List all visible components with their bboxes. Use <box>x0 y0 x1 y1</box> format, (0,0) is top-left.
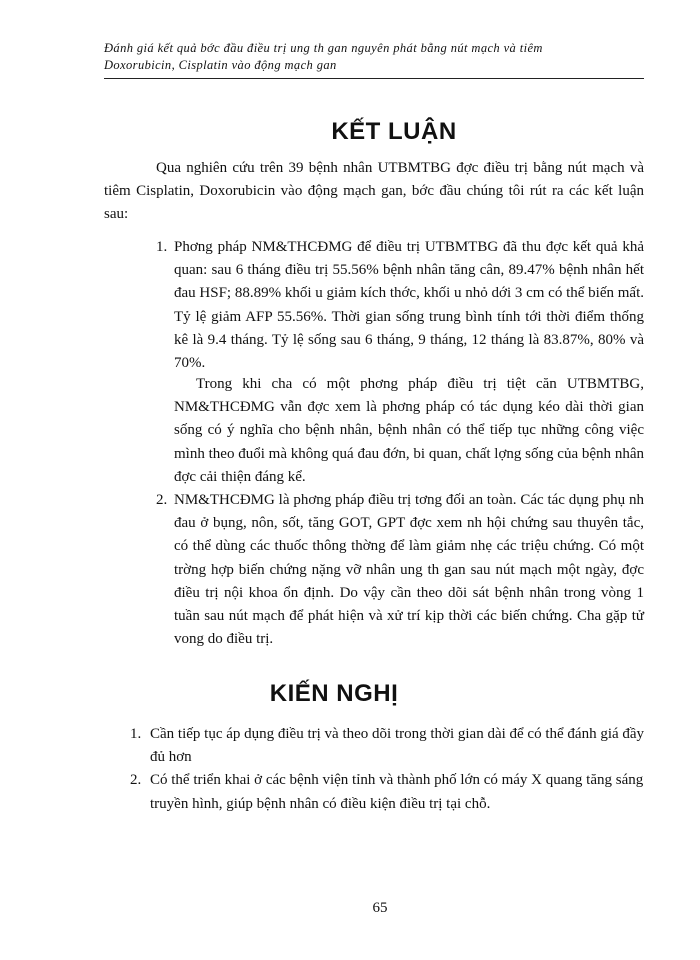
recommendation-item-2-number: 2. <box>130 772 142 789</box>
conclusion-item-1-extra-paragraph: Trong khi cha có một phơng pháp điều trị tiệt căn UTBMTBG, NM&THCĐMG vẫn đợc xem là phơng pháp có tác dụng kéo dài thời gian sống có ý nghĩa cho bệnh nhân, bệnh nhân có thể tiếp tục những công việc mình theo đuổi mà không quá đau đớn, bi quan, chất lợng sống của bệnh nhân đợc cải thiện đáng kể. <box>174 376 644 485</box>
header-divider <box>104 78 644 79</box>
page-number: 65 <box>372 900 388 916</box>
recommendation-item-2 <box>130 769 645 815</box>
conclusion-intro-paragraph: Qua nghiên cứu trên 39 bệnh nhân UTBMTBG đợc điều trị bằng nút mạch và tiêm Cisplatin, Doxorubicin vào động mạch gan, bớc đầu chúng tôi rút ra các kết luận sau: <box>104 160 644 223</box>
conclusion-item-1-number: 1. <box>156 239 168 255</box>
running-header-line-1: Đánh giá kết quả bớc đầu điều trị ung th gan nguyên phát bằng nút mạch và tiêm <box>104 41 543 55</box>
running-header-line-2: Doxorubicin, Cisplatin vào động mạch gan <box>104 58 337 72</box>
conclusion-item-1-text: Phơng pháp NM&THCĐMG để điều trị UTBMTBG đã thu đợc kết quả khả quan: sau 6 tháng điều trị 55.56% bệnh nhân tăng cân, 89.47% bệnh nhân hết đau HSF; 88.89% khối u giảm kích thớc, khối u nhỏ dới 3 cm có thể biến mất. Tỷ lệ giảm AFP 55.56%. Thời gian sống trung bình tính tới thời điểm thống kê là 9.4 tháng. Tỷ lệ sống sau 6 tháng, 9 tháng, 12 tháng là 83.87%, 80% và 70%. <box>174 239 644 372</box>
recommendation-item-1 <box>130 723 645 769</box>
recommendation-item-1-number: 1. <box>130 726 142 742</box>
conclusion-heading: KẾT LUẬN <box>331 118 457 145</box>
recommendation-item-1-text: Cần tiếp tục áp dụng điều trị và theo dõi trong thời gian dài để có thể đánh giá đầy đủ hơn <box>150 726 645 766</box>
conclusion-item-2-text: NM&THCĐMG là phơng pháp điều trị tơng đối an toàn. Các tác dụng phụ nh đau ở bụng, nôn, sốt, tăng GOT, GPT đợc xem nh hội chứng sau thuyên tắc, có thể dùng các thuốc thông thờng để làm giảm nhẹ các triệu chứng. Có một trờng hợp biến chứng nặng vỡ nhân ung th gan sau nút mạch một ngày, đợc điều trị nội khoa ổn định. Do vậy cần theo dõi sát bệnh nhân trong vòng 1 tuần sau nút mạch để phát hiện và xử trí kịp thời các biến chứng. Cha gặp tử vong do điều trị. <box>174 492 644 648</box>
running-header <box>104 40 644 74</box>
recommendations-heading: KIẾN NGHỊ <box>269 680 399 707</box>
conclusion-item-2-number: 2. <box>156 492 168 508</box>
recommendations-list <box>130 723 645 816</box>
recommendation-item-2-text: Có thể triển khai ở các bệnh viện tỉnh và thành phố lớn có máy X quang tăng sáng truyền hình, giúp bệnh nhân có điều kiện điều trị tại chỗ. <box>150 772 644 812</box>
